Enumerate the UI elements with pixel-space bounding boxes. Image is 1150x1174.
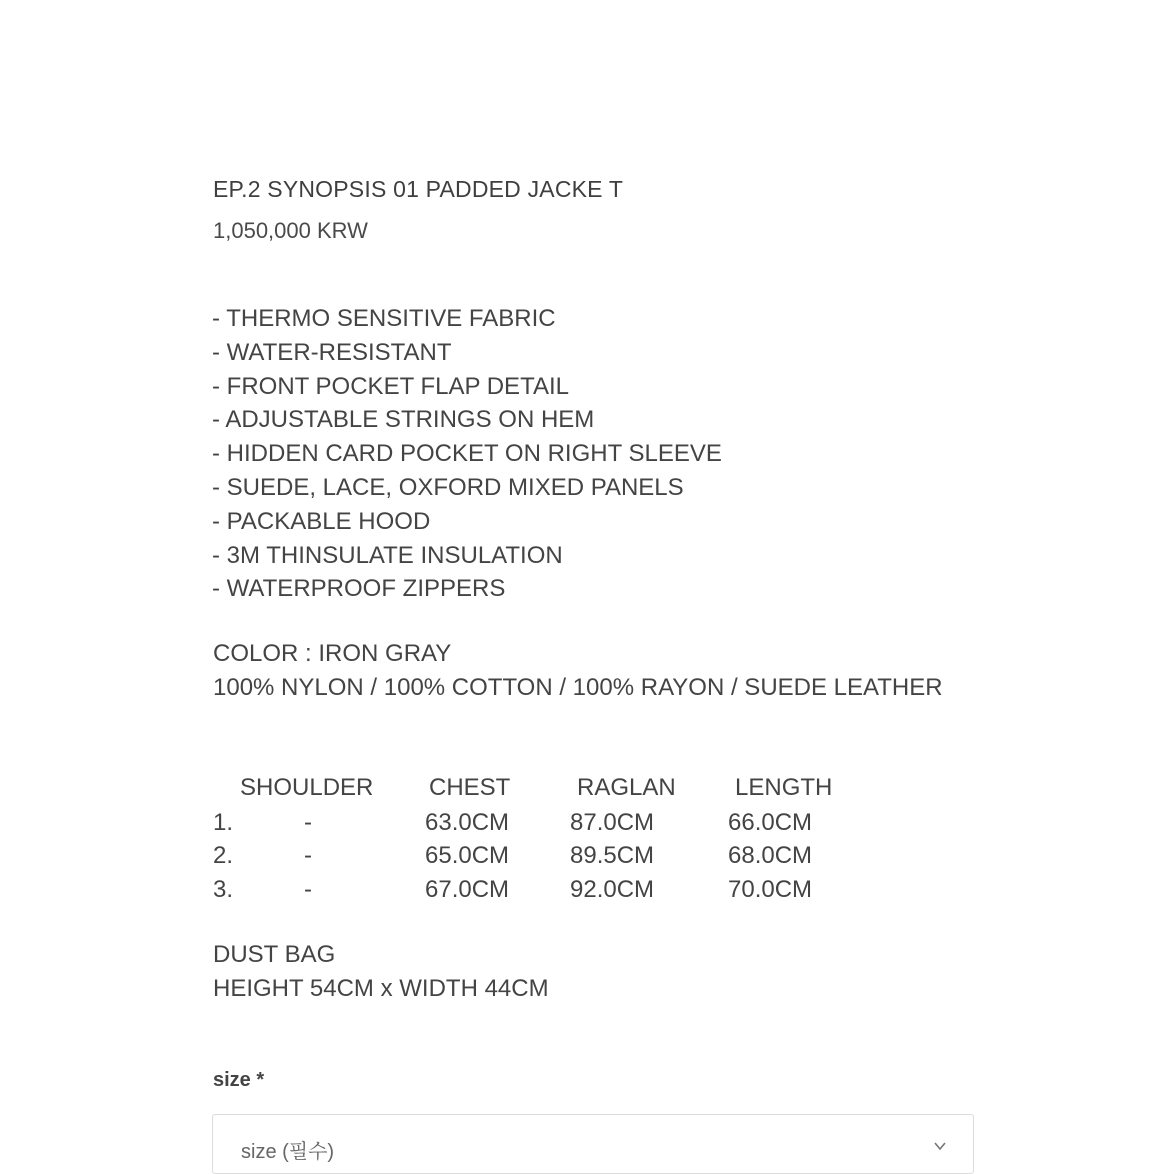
table-cell-raglan: 89.5CM: [570, 842, 655, 869]
table-row-number: 1.: [213, 809, 234, 836]
table-cell-shoulder: -: [304, 842, 312, 869]
feature-item: - THERMO SENSITIVE FABRIC: [212, 305, 556, 332]
chevron-down-icon: [933, 1139, 947, 1153]
dust-bag-dimensions: HEIGHT 54CM x WIDTH 44CM: [213, 975, 549, 1002]
product-title: EP.2 SYNOPSIS 01 PADDED JACKE T: [213, 176, 624, 202]
feature-list: [212, 302, 722, 606]
table-cell-chest: 63.0CM: [425, 809, 510, 836]
table-header-shoulder: SHOULDER: [240, 774, 374, 801]
table-cell-length: 68.0CM: [728, 842, 813, 869]
feature-item: - WATER-RESISTANT: [212, 338, 452, 366]
material-line: 100% NYLON / 100% COTTON / 100% RAYON / SUEDE LEATHER: [213, 674, 943, 701]
table-cell-raglan: 92.0CM: [570, 876, 655, 903]
table-row-number: 3.: [213, 876, 234, 903]
table-cell-length: 66.0CM: [728, 809, 813, 836]
feature-item: - 3M THINSULATE INSULATION: [212, 541, 563, 569]
size-label: size *: [213, 1069, 265, 1091]
table-header-raglan: RAGLAN: [577, 774, 676, 801]
size-select-value: size (필수): [241, 1141, 335, 1163]
table-cell-chest: 67.0CM: [425, 876, 510, 903]
size-select[interactable]: [212, 1114, 974, 1174]
feature-item: - SUEDE, LACE, OXFORD MIXED PANELS: [212, 473, 684, 501]
table-cell-raglan: 87.0CM: [570, 809, 655, 836]
feature-item: - FRONT POCKET FLAP DETAIL: [212, 372, 569, 400]
table-row-number: 2.: [213, 842, 234, 869]
table-cell-shoulder: -: [304, 809, 312, 836]
feature-item: - ADJUSTABLE STRINGS ON HEM: [212, 406, 595, 434]
table-cell-chest: 65.0CM: [425, 842, 510, 869]
dust-bag-title: DUST BAG: [213, 941, 336, 968]
table-cell-shoulder: -: [304, 876, 312, 903]
product-price: 1,050,000 KRW: [213, 218, 368, 243]
table-header-chest: CHEST: [429, 774, 511, 801]
feature-item: - WATERPROOF ZIPPERS: [212, 575, 506, 603]
color-line: COLOR : IRON GRAY: [213, 640, 452, 667]
table-header-length: LENGTH: [735, 774, 833, 801]
table-cell-length: 70.0CM: [728, 876, 813, 903]
feature-item: - HIDDEN CARD POCKET ON RIGHT SLEEVE: [212, 440, 722, 468]
feature-item: - PACKABLE HOOD: [212, 507, 431, 535]
